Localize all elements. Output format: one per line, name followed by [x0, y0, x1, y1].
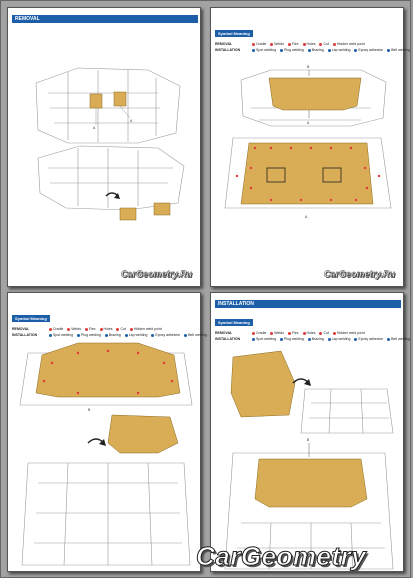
legend-item: Belt welding — [188, 333, 207, 337]
legend-item: Cradle — [255, 42, 267, 46]
removal-diagram-3 — [8, 293, 202, 573]
legend-installation-label: INSTALLATION — [215, 48, 241, 52]
legend-item: Cradle — [255, 331, 267, 335]
legend-item: Plug welding — [284, 48, 304, 52]
legend-item: Flex — [291, 331, 299, 335]
svg-text:B: B — [88, 408, 91, 412]
site-watermark-logo: CarGeometry — [196, 541, 367, 571]
section-heading: INSTALLATION — [215, 300, 401, 308]
legend-item: Welds — [274, 42, 284, 46]
legend-removal-label: REMOVAL — [12, 327, 30, 331]
legend-item: Belt welding — [391, 337, 410, 341]
svg-text:A: A — [93, 126, 96, 130]
legend-removal-label: REMOVAL — [215, 42, 233, 46]
manual-page-4 — [210, 292, 410, 572]
legend-item: Cut — [323, 331, 329, 335]
legend-item: Epoxy adhesive — [358, 48, 384, 52]
manual-page-2 — [210, 7, 410, 287]
legend-item: Plug welding — [81, 333, 101, 337]
legend-item: Spot welding — [52, 333, 74, 337]
legend-tag: Symbol Meaning — [215, 319, 253, 326]
legend-item: Lap welding — [331, 48, 351, 52]
svg-text:A: A — [130, 119, 133, 123]
legend-item: Epoxy adhesive — [358, 337, 384, 341]
legend-item: Holes — [306, 42, 316, 46]
section-heading: REMOVAL — [12, 15, 198, 23]
legend-item: Holes — [103, 327, 113, 331]
legend-installation-label: INSTALLATION — [12, 333, 38, 337]
legend-item: Flex — [88, 327, 96, 331]
legend-item: Welds — [274, 331, 284, 335]
legend-item: Lap welding — [331, 337, 351, 341]
legend-item: Spot welding — [255, 48, 277, 52]
legend-item: Belt welding — [391, 48, 410, 52]
legend-item: Brazing — [108, 333, 121, 337]
watermark-logo: CarGeometry.Ru — [323, 269, 395, 279]
removal-diagram-1 — [8, 8, 202, 288]
legend-item: Cradle — [52, 327, 64, 331]
legend-item: Epoxy adhesive — [155, 333, 181, 337]
legend-item: Hidden weld point — [336, 331, 365, 335]
legend-item: Cut — [323, 42, 329, 46]
legend-item: Holes — [306, 331, 316, 335]
legend-item: Brazing — [311, 48, 324, 52]
removal-diagram-2 — [211, 8, 405, 288]
manual-page-1 — [7, 7, 201, 287]
legend-item: Spot welding — [255, 337, 277, 341]
legend-tag: Symbol Meaning — [12, 315, 50, 322]
legend-removal-label: REMOVAL — [215, 331, 233, 335]
installation-diagram — [211, 293, 405, 573]
legend-item: Plug welding — [284, 337, 304, 341]
legend-item: Welds — [71, 327, 81, 331]
manual-page-3 — [7, 292, 207, 572]
legend-item: Lap welding — [128, 333, 148, 337]
legend-item: Hidden weld point — [133, 327, 162, 331]
legend-tag: Symbol Meaning — [215, 30, 253, 37]
watermark-logo: CarGeometry.Ru — [120, 269, 192, 279]
svg-text:A: A — [307, 121, 310, 125]
svg-text:A: A — [305, 215, 308, 219]
legend-item: Hidden weld point — [336, 42, 365, 46]
legend-item: Flex — [291, 42, 299, 46]
svg-text:B: B — [307, 438, 310, 442]
svg-text:B: B — [307, 65, 310, 69]
legend-item: Brazing — [311, 337, 324, 341]
legend-item: Cut — [120, 327, 126, 331]
legend-installation-label: INSTALLATION — [215, 337, 241, 341]
